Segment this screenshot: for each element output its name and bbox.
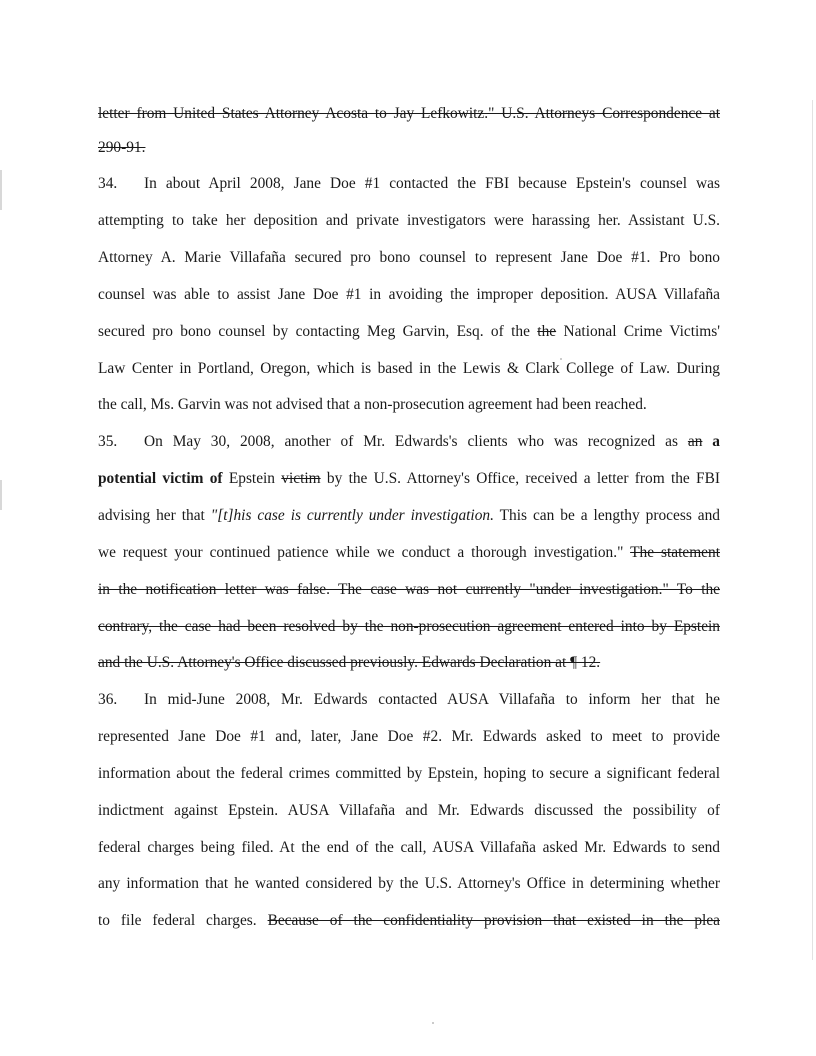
text-segment: This can be a lengthy process and xyxy=(493,507,720,524)
text-segment: Law Center in Portland, Oregon, which is based in the Lewis & Clark College of Law. During xyxy=(98,360,720,377)
text-segment: The statement xyxy=(630,544,720,561)
text-line xyxy=(98,617,720,637)
text-segment: counsel was able to assist Jane Doe #1 in avoiding the improper deposition. AUSA Villafaña xyxy=(98,286,720,303)
text-segment: National Crime Victims' xyxy=(556,323,721,340)
text-segment: indictment against Epstein. AUSA Villafaña and Mr. Edwards discussed the possibility of xyxy=(98,802,720,819)
text-segment: an xyxy=(687,433,703,450)
paragraph-number: 35. xyxy=(98,433,118,450)
text-line xyxy=(98,285,720,305)
text-segment: Attorney A. Marie Villafaña secured pro bono counsel to represent Jane Doe #1. Pro bono xyxy=(98,249,720,266)
text-line xyxy=(98,395,720,415)
text-line xyxy=(98,580,720,600)
text-line xyxy=(98,104,720,124)
text-segment: to file federal charges. xyxy=(98,912,268,929)
paragraph-number: 36. xyxy=(98,691,118,708)
text-line xyxy=(98,174,720,194)
text-segment: a xyxy=(702,433,720,450)
text-segment: letter from United States Attorney Acosta to Jay Lefkowitz." U.S. Attorneys Correspondence at xyxy=(98,105,720,122)
text-segment: 290-91. xyxy=(98,139,146,156)
text-segment: potential victim of xyxy=(98,470,223,487)
text-segment: victim xyxy=(281,470,321,487)
text-line xyxy=(98,543,720,563)
text-line xyxy=(98,506,720,526)
paragraph-number: 34. xyxy=(98,175,118,192)
text-line xyxy=(98,432,720,452)
text-line xyxy=(98,764,720,784)
text-segment: secured pro bono counsel by contacting Meg Garvin, Esq. of the xyxy=(98,323,538,340)
text-segment: represented Jane Doe #1 and, later, Jane Doe #2. Mr. Edwards asked to meet to provide xyxy=(98,728,720,745)
text-segment: Because of the confidentiality provision that existed in the plea xyxy=(267,912,720,929)
text-line xyxy=(98,248,720,268)
text-segment: in the notification letter was false. The case was not currently "under investigation." To the xyxy=(98,581,720,598)
text-line xyxy=(98,801,720,821)
text-segment: the call, Ms. Garvin was not advised that a non-prosecution agreement had been reached. xyxy=(98,396,647,413)
scan-speck xyxy=(432,1022,434,1024)
text-segment: attempting to take her deposition and private investigators were harassing her. Assistant U.S. xyxy=(98,212,720,229)
text-line xyxy=(98,727,720,747)
scan-edge-mark xyxy=(0,480,2,510)
text-segment: and the U.S. Attorney's Office discussed previously. Edwards Declaration at ¶ 12. xyxy=(98,654,601,671)
text-line xyxy=(98,322,720,342)
text-line xyxy=(98,911,720,931)
text-segment: by the U.S. Attorney's Office, received a letter from the FBI xyxy=(320,470,720,487)
text-segment: advising her that xyxy=(98,507,211,524)
text-segment: "[t]his case is currently under investigation. xyxy=(210,507,494,524)
text-segment: In mid-June 2008, Mr. Edwards contacted AUSA Villafaña to inform her that he xyxy=(144,691,720,708)
text-segment: we request your continued patience while we conduct a thorough investigation." xyxy=(98,544,631,561)
text-line xyxy=(98,359,720,379)
text-line xyxy=(98,211,720,231)
text-line xyxy=(98,838,720,858)
scan-edge-mark xyxy=(0,170,2,210)
text-line xyxy=(98,874,720,894)
scan-edge-mark xyxy=(812,100,813,960)
text-segment: contrary, the case had been resolved by the non-prosecution agreement entered into by Epstein xyxy=(98,618,720,635)
text-segment: information about the federal crimes committed by Epstein, hoping to secure a significant federal xyxy=(98,765,720,782)
text-line xyxy=(98,690,720,710)
text-segment: In about April 2008, Jane Doe #1 contacted the FBI because Epstein's counsel was xyxy=(144,175,720,192)
text-segment: federal charges being filed. At the end of the call, AUSA Villafaña asked Mr. Edwards to send xyxy=(98,839,720,856)
text-segment: On May 30, 2008, another of Mr. Edwards's clients who was recognized as xyxy=(144,433,688,450)
text-line xyxy=(98,469,720,489)
text-segment: the xyxy=(537,323,557,340)
text-line xyxy=(98,653,720,673)
text-line xyxy=(98,138,720,158)
text-segment: Epstein xyxy=(222,470,282,487)
text-segment: any information that he wanted considered by the U.S. Attorney's Office in determining whether xyxy=(98,875,720,892)
